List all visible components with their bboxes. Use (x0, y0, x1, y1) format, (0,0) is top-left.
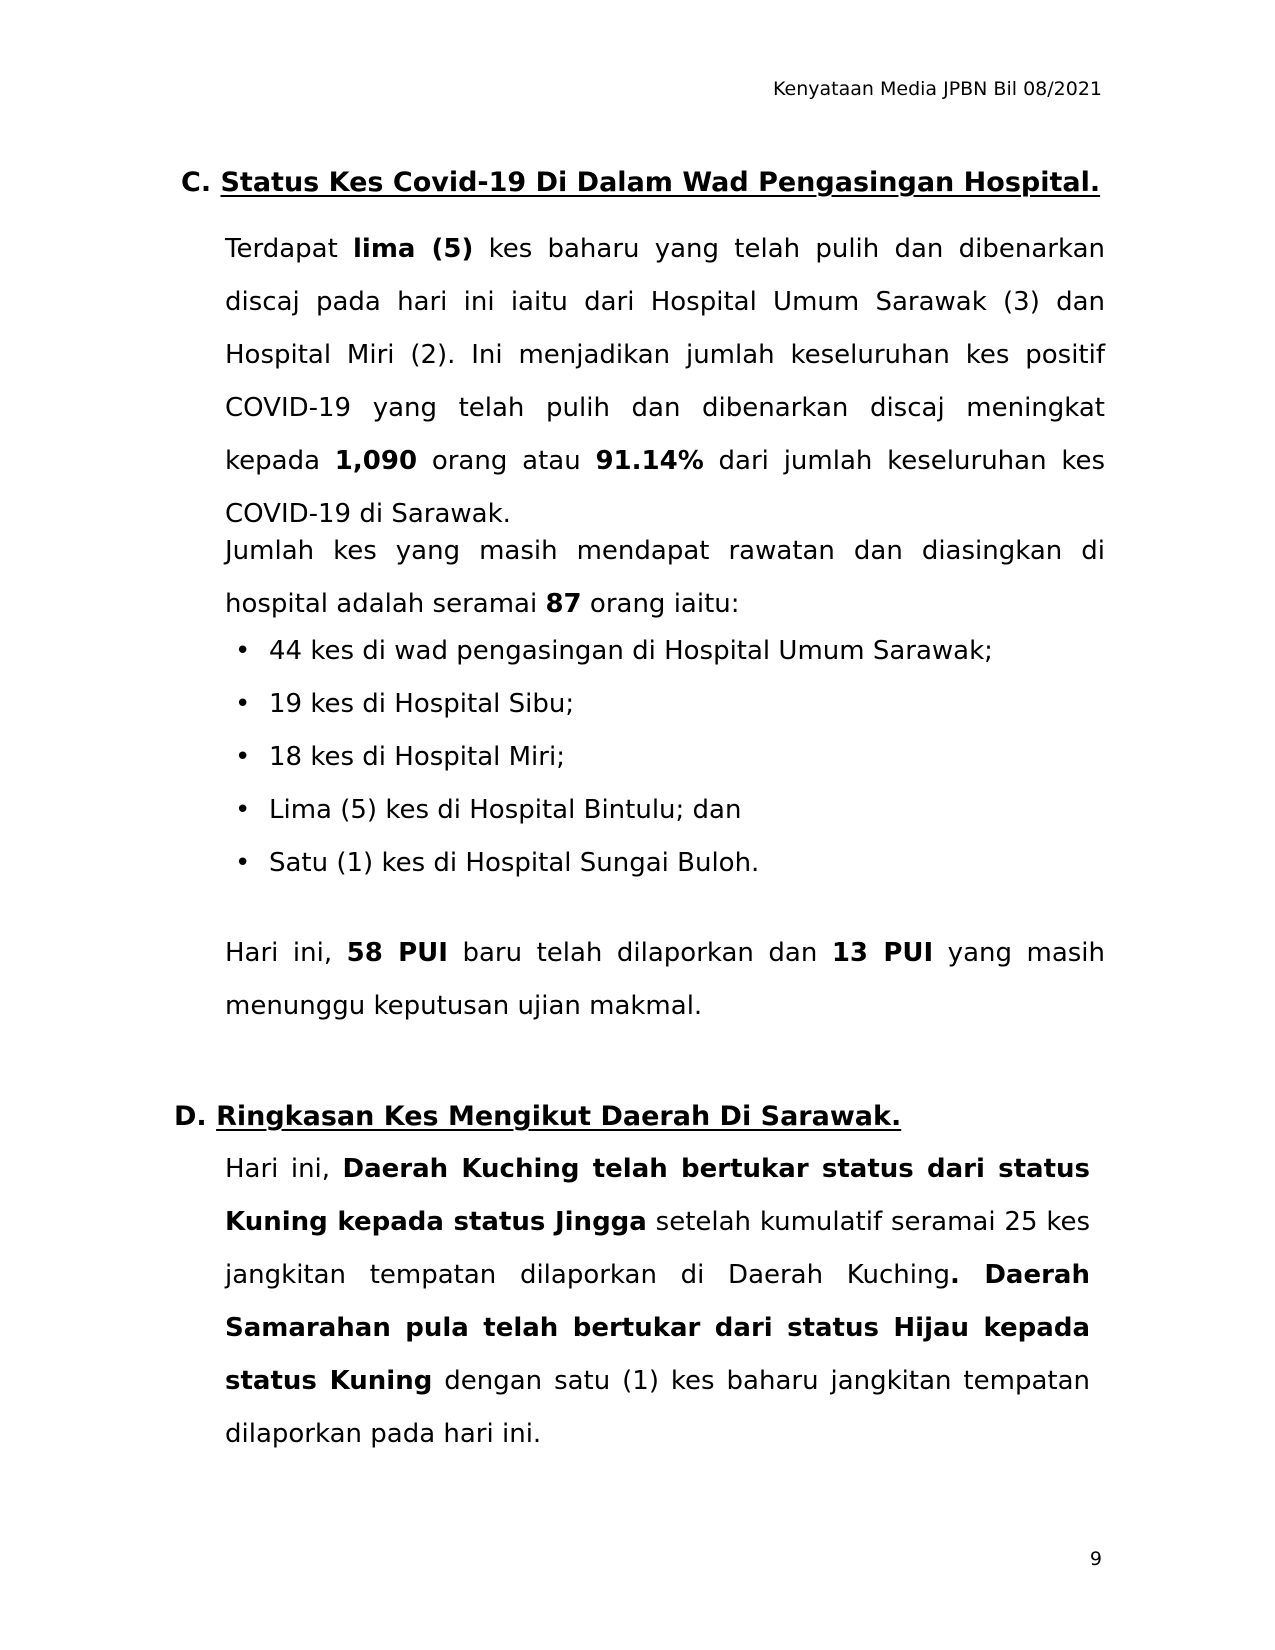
section-d-title: Ringkasan Kes Mengikut Daerah Di Sarawak. (216, 1101, 902, 1132)
section-c-letter: C. (181, 167, 212, 198)
text-run: Jumlah kes yang masih mendapat rawatan dan diasingkan di hospital adalah seramai (225, 536, 1105, 619)
section-d-letter: D. (174, 1101, 207, 1132)
text-run: setelah kumulatif seramai 25 kes jangkitan tempatan dilaporkan di Daerah Kuching (225, 1207, 1090, 1290)
list-item: • 44 kes di wad pengasingan di Hospital Umum Sarawak; (225, 625, 1105, 678)
section-c-title: Status Kes Covid-19 Di Dalam Wad Pengasingan Hospital. (220, 167, 1101, 198)
text-run: Terdapat (225, 234, 353, 264)
hospital-case-list (225, 625, 1105, 890)
bold-run: lima (5) (353, 234, 474, 264)
bold-run: 58 PUI (346, 938, 448, 968)
bold-run: Daerah Kuching telah bertukar status dari status Kuning kepada status Jingga (225, 1154, 1090, 1237)
page-number: 9 (1089, 1548, 1102, 1570)
list-item: • Lima (5) kes di Hospital Bintulu; dan (225, 784, 1105, 837)
page-header: Kenyataan Media JPBN Bil 08/2021 (773, 78, 1102, 100)
bold-run: 13 PUI (831, 938, 934, 968)
section-d-paragraph (225, 1143, 1090, 1461)
section-c-paragraph-recovered (225, 223, 1105, 541)
list-item: • 19 kes di Hospital Sibu; (225, 678, 1105, 731)
text-run: dari jumlah keseluruhan kes COVID-19 di Sarawak. (225, 446, 1106, 529)
text-run: baru telah dilaporkan dan (447, 938, 832, 968)
text-run: kes baharu yang telah pulih dan dibenarkan discaj pada hari ini iaitu dari Hospital Umum Sarawak (3) dan Hospital Miri (2). Ini menjadikan jumlah keseluruhan kes positif COVID-19 yang telah pulih dan dibenarkan discaj meningkat kepada (225, 234, 1105, 476)
text-run: orang atau (417, 446, 596, 476)
section-c-paragraph-treatment (225, 525, 1105, 631)
section-c-heading (181, 167, 1100, 198)
bold-run: 91.14% (595, 446, 704, 476)
bold-run: . Daerah Samarahan pula telah bertukar dari status Hijau kepada status Kuning (225, 1260, 1090, 1396)
text-run: orang iaitu: (581, 589, 740, 619)
section-c-paragraph-pui (225, 927, 1105, 1033)
text-run: yang masih menunggu keputusan ujian makmal. (225, 938, 1106, 1021)
bold-run: 1,090 (334, 446, 418, 476)
section-d-heading (174, 1101, 901, 1132)
bold-run: 87 (545, 589, 582, 619)
text-run: dengan satu (1) kes baharu jangkitan tempatan dilaporkan pada hari ini. (225, 1366, 1090, 1449)
text-run: Hari ini, (225, 938, 347, 968)
text-run: Hari ini, (225, 1154, 343, 1184)
list-item: • 18 kes di Hospital Miri; (225, 731, 1105, 784)
list-item: • Satu (1) kes di Hospital Sungai Buloh. (225, 837, 1105, 890)
